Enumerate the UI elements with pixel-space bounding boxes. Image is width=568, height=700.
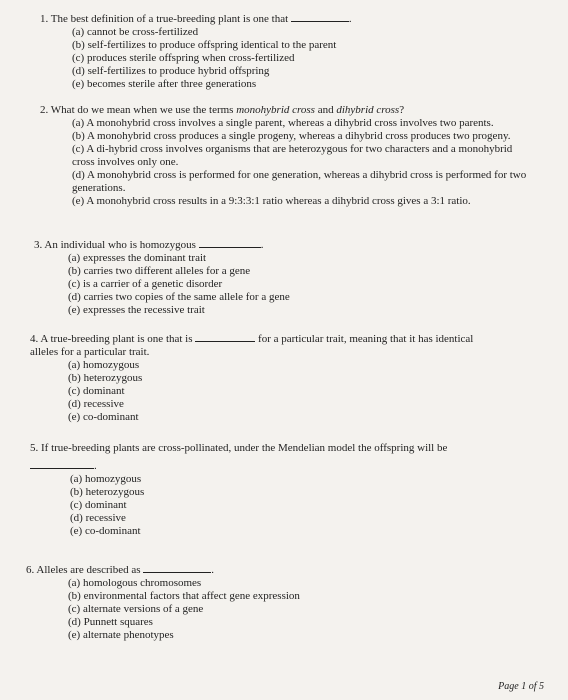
option-c: (c) dominant [68, 385, 125, 397]
option-a: (a) A monohybrid cross involves a single parent, whereas a dihybrid cross involves two parents. [72, 117, 494, 129]
option-c: (c) A di-hybrid cross involves organisms that are heterozygous for two characters and a monohybrid cross involves only one. [72, 143, 513, 168]
option-e: (e) expresses the recessive trait [68, 304, 205, 316]
question-4-stem-continued: alleles for a particular trait. [30, 346, 150, 358]
answer-blank [30, 459, 94, 469]
option-a: (a) cannot be cross-fertilized [72, 26, 199, 38]
question-6-options [26, 577, 568, 642]
option-a: (a) expresses the dominant trait [68, 252, 207, 264]
question-5-blank-line: . [30, 459, 568, 473]
question-6-stem: 6. Alleles are described as . [26, 564, 215, 576]
question-6 [26, 563, 568, 642]
question-3 [34, 238, 568, 317]
question-4-options [30, 359, 568, 424]
option-b: (b) heterozygous [70, 486, 145, 498]
answer-blank [199, 238, 261, 248]
option-b: (b) A monohybrid cross produces a single progeny, whereas a dihybrid cross produces two progeny. [72, 130, 511, 142]
option-e: (e) co-dominant [68, 411, 139, 423]
option-e: (e) alternate phenotypes [68, 629, 174, 641]
question-5-stem: 5. If true-breeding plants are cross-pollinated, under the Mendelian model the offspring will be [30, 442, 448, 454]
option-a: (a) homozygous [68, 359, 140, 371]
option-c: (c) produces sterile offspring when cross-fertilized [72, 52, 295, 64]
question-2-options [40, 117, 532, 208]
option-c: (c) alternate versions of a gene [68, 603, 204, 615]
option-c: (c) is a carrier of a genetic disorder [68, 278, 223, 290]
option-d: (d) recessive [70, 512, 126, 524]
answer-blank [143, 563, 211, 573]
question-3-stem: 3. An individual who is homozygous . [34, 239, 264, 251]
question-3-options [34, 252, 568, 317]
question-2-stem: 2. What do we mean when we use the terms monohybrid cross and dihybrid cross? [40, 104, 405, 116]
option-a: (a) homologous chromosomes [68, 577, 202, 589]
option-b: (b) self-fertilizes to produce offspring identical to the parent [72, 39, 337, 51]
page-number: Page 1 of 5 [498, 681, 544, 692]
option-d: (d) Punnett squares [68, 616, 153, 628]
option-a: (a) homozygous [70, 473, 142, 485]
question-2 [40, 104, 540, 208]
option-e: (e) co-dominant [70, 525, 141, 537]
option-b: (b) environmental factors that affect gene expression [68, 590, 300, 602]
question-5-options [30, 473, 568, 538]
option-e: (e) becomes sterile after three generations [72, 78, 257, 90]
question-4 [30, 332, 568, 424]
option-d: (d) carries two copies of the same allele for a gene [68, 291, 290, 303]
option-b: (b) carries two different alleles for a gene [68, 265, 251, 277]
answer-blank [195, 332, 255, 342]
question-1 [40, 12, 568, 91]
option-d: (d) recessive [68, 398, 124, 410]
question-5 [30, 442, 568, 538]
question-1-stem: 1. The best definition of a true-breeding plant is one that . [40, 13, 352, 25]
option-e: (e) A monohybrid cross results in a 9:3:3:1 ratio whereas a dihybrid cross gives a 3:1 ratio. [72, 195, 471, 207]
option-d: (d) self-fertilizes to produce hybrid offspring [72, 65, 270, 77]
question-4-stem: 4. A true-breeding plant is one that is for a particular trait, meaning that it has identical [30, 333, 474, 345]
option-c: (c) dominant [70, 499, 127, 511]
question-1-options [40, 26, 568, 91]
option-d: (d) A monohybrid cross is performed for one generation, whereas a dihybrid cross is performed for two generations. [72, 169, 527, 194]
answer-blank [291, 12, 349, 22]
option-b: (b) heterozygous [68, 372, 143, 384]
